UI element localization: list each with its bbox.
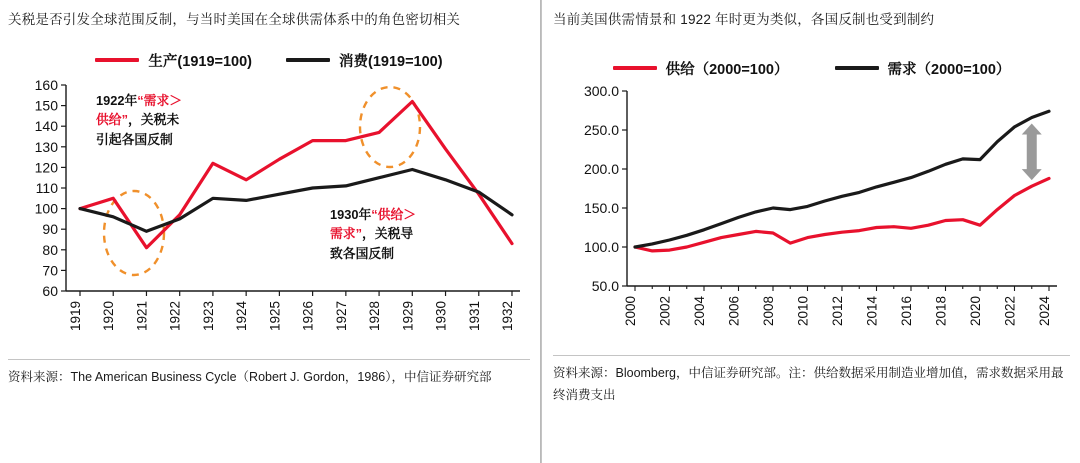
legend-label-production: 生产(1919=100) bbox=[148, 53, 252, 70]
legend-item-demand bbox=[835, 58, 1011, 79]
left-source: 资料来源：The American Business Cycle（Robert J. Gordon，1986），中信证券研究部 bbox=[8, 359, 530, 389]
annotation-1930: 1930年“供给＞ 需求”，关税导 致各国反制 bbox=[330, 206, 417, 262]
left-chart-svg bbox=[8, 73, 528, 353]
supply-demand-gap-arrow bbox=[1022, 123, 1042, 180]
svg-text:1921: 1921 bbox=[134, 300, 150, 331]
svg-text:2004: 2004 bbox=[692, 295, 707, 326]
legend-label-supply: 供给（2000=100） bbox=[665, 61, 789, 78]
legend-swatch-demand bbox=[835, 66, 879, 70]
legend-item-supply bbox=[613, 58, 789, 79]
svg-text:2006: 2006 bbox=[726, 295, 742, 326]
svg-text:2018: 2018 bbox=[933, 295, 949, 326]
legend-label-consumption: 消费(1919=100) bbox=[339, 53, 443, 70]
svg-text:100.0: 100.0 bbox=[583, 238, 619, 255]
legend-swatch-consumption bbox=[286, 58, 330, 62]
svg-text:90: 90 bbox=[42, 220, 58, 237]
svg-text:100: 100 bbox=[34, 200, 58, 217]
svg-text:2002: 2002 bbox=[657, 295, 673, 326]
highlight-circle-1921 bbox=[104, 191, 164, 275]
svg-text:1924: 1924 bbox=[234, 300, 250, 331]
svg-text:2022: 2022 bbox=[1002, 295, 1018, 326]
svg-text:2000: 2000 bbox=[623, 295, 638, 326]
left-chart bbox=[8, 73, 530, 353]
svg-text:2016: 2016 bbox=[899, 295, 914, 326]
svg-text:2014: 2014 bbox=[864, 295, 880, 326]
svg-text:130: 130 bbox=[34, 138, 58, 155]
panel-divider bbox=[541, 0, 542, 463]
svg-text:1920: 1920 bbox=[101, 300, 117, 331]
svg-text:1932: 1932 bbox=[500, 300, 515, 331]
svg-text:150: 150 bbox=[34, 97, 58, 114]
svg-text:1930: 1930 bbox=[433, 300, 449, 331]
svg-text:1926: 1926 bbox=[300, 300, 316, 331]
legend-item-production bbox=[95, 50, 252, 71]
series-line-demand bbox=[635, 111, 1049, 247]
svg-text:2020: 2020 bbox=[968, 295, 983, 326]
svg-text:60: 60 bbox=[42, 282, 58, 299]
svg-text:2010: 2010 bbox=[795, 295, 811, 326]
svg-text:70: 70 bbox=[42, 262, 58, 279]
svg-text:150.0: 150.0 bbox=[583, 199, 619, 216]
right-caption: 当前美国供需情景和 1922 年时更为类似，各国反制也受到制约 bbox=[553, 12, 935, 27]
svg-text:1931: 1931 bbox=[466, 300, 482, 331]
legend-item-consumption bbox=[286, 50, 443, 71]
svg-text:110: 110 bbox=[35, 179, 58, 196]
right-source: 资料来源：Bloomberg，中信证券研究部。注：供给数据采用制造业增加值，需求数据采用最终消费支出 bbox=[553, 355, 1070, 407]
svg-text:120: 120 bbox=[34, 159, 58, 176]
series-line-consumption bbox=[80, 169, 512, 231]
right-chart bbox=[553, 81, 1070, 349]
svg-text:1922: 1922 bbox=[167, 300, 183, 331]
svg-text:2024: 2024 bbox=[1037, 295, 1052, 326]
highlight-circle-1929 bbox=[360, 87, 420, 167]
right-chart-svg bbox=[553, 81, 1065, 349]
legend-label-demand: 需求（2000=100） bbox=[887, 61, 1011, 78]
svg-text:1925: 1925 bbox=[267, 300, 283, 331]
svg-text:1919: 1919 bbox=[68, 300, 83, 331]
svg-text:1929: 1929 bbox=[400, 300, 416, 331]
svg-text:250.0: 250.0 bbox=[583, 121, 619, 138]
svg-text:300.0: 300.0 bbox=[583, 82, 619, 99]
annotation-1922: 1922年“需求＞ 供给”，关税未 引起各国反制 bbox=[96, 92, 183, 148]
svg-text:160: 160 bbox=[34, 76, 58, 93]
svg-text:1923: 1923 bbox=[200, 300, 216, 331]
right-panel bbox=[540, 0, 1080, 463]
svg-text:140: 140 bbox=[34, 117, 58, 134]
svg-text:50.0: 50.0 bbox=[591, 277, 619, 294]
svg-text:1928: 1928 bbox=[367, 300, 383, 331]
series-line-supply bbox=[635, 178, 1049, 251]
svg-text:2008: 2008 bbox=[761, 295, 776, 326]
svg-text:2012: 2012 bbox=[830, 295, 845, 326]
left-legend bbox=[8, 50, 530, 71]
left-caption: 关税是否引发全球范围反制，与当时美国在全球供需体系中的角色密切相关 bbox=[8, 12, 461, 27]
svg-text:1927: 1927 bbox=[333, 300, 349, 331]
legend-swatch-production bbox=[95, 58, 139, 62]
right-legend bbox=[553, 58, 1070, 79]
svg-text:200.0: 200.0 bbox=[583, 160, 619, 177]
legend-swatch-supply bbox=[613, 66, 657, 70]
svg-text:80: 80 bbox=[42, 241, 58, 258]
